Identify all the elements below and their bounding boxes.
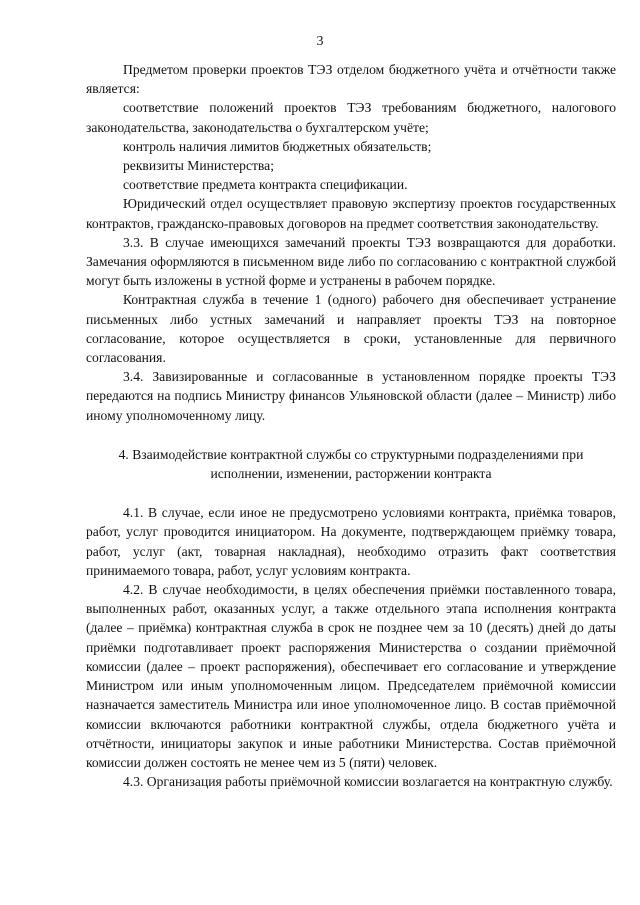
paragraph-ministry-details: реквизиты Министерства;	[123, 158, 274, 174]
paragraph-3-3: 3.3. В случае имеющихся замечаний проекты ТЭЗ возвращаются для доработки. Замечания оформляются в письменном виде либо по согласованию с контрактной службой могут быть изложены в устной форме и устранены в рабочем порядке.	[86, 234, 616, 289]
paragraph-limits-control: контроль наличия лимитов бюджетных обязательств;	[123, 138, 432, 154]
paragraph-3-4: 3.4. Завизированные и согласованные в установленном порядке проекты ТЭЗ передаются на подпись Министру финансов Ульяновской области (далее – Министр) либо иному уполномоченному лицу.	[86, 369, 616, 423]
paragraph-4-2: 4.2. В случае необходимости, в целях обеспечения приёмки поставленного товара, выполненных работ, оказанных услуг, а также отдельного этапа исполнения контракта (далее – приёмка) контрактная служба в срок не позднее чем за 10 (десять) дней до даты приёмки подготавливает проект распоряжения Министерства о создании приёмочной комиссии (далее – проект распоряжения), обеспечивает его согласование и утверждение Министром или иным уполномоченным лицом. Председателем приёмочной комиссии назначается заместитель Министра или иное уполномоченное лицо. В состав приёмочной комиссии включаются работники контрактной службы, отдела бюджетного учёта и отчётности, инициаторы закупок и иные работники Министерства. Состав приёмочной комиссии должен состоять не менее чем из 5 (пяти) человек.	[86, 582, 616, 770]
paragraph-specification-compliance: соответствие предмета контракта спецификации.	[123, 177, 408, 193]
page-number: 3	[316, 34, 324, 49]
paragraph-compliance-legislation: соответствие положений проектов ТЭЗ требованиям бюджетного, налогового законодательства, законодательства о бухгалтерском учёте;	[86, 100, 616, 135]
document-body	[86, 60, 616, 791]
paragraph-subject-of-check: Предметом проверки проектов ТЭЗ отделом бюджетного учёта и отчётности также является:	[86, 62, 616, 97]
paragraph-contract-service-fix: Контрактная служба в течение 1 (одного) рабочего дня обеспечивает устранение письменных либо устных замечаний и направляет проекты ТЭЗ на повторное согласование, которое осуществляется в сроки, установленные для первичного согласования.	[86, 292, 616, 366]
paragraph-legal-department: Юридический отдел осуществляет правовую экспертизу проектов государственных контрактов, гражданско-правовых договоров на предмет соответствия законодательству.	[86, 196, 616, 231]
paragraph-4-3: 4.3. Организация работы приёмочной комиссии возлагается на контрактную службу.	[123, 774, 613, 790]
paragraph-4-1: 4.1. В случае, если иное не предусмотрено условиями контракта, приёмка товаров, работ, услуг проводится инициатором. На документе, подтверждающем приёмку товара, работ, услуг (акт, товарная накладная), необходимо отразить факт соответствия принимаемого товара, работ, услуг условиям контракта.	[86, 505, 616, 578]
section-heading-4: 4. Взаимодействие контрактной службы со структурными подразделениями при исполнении, изменении, расторжении контракта	[118, 446, 584, 482]
